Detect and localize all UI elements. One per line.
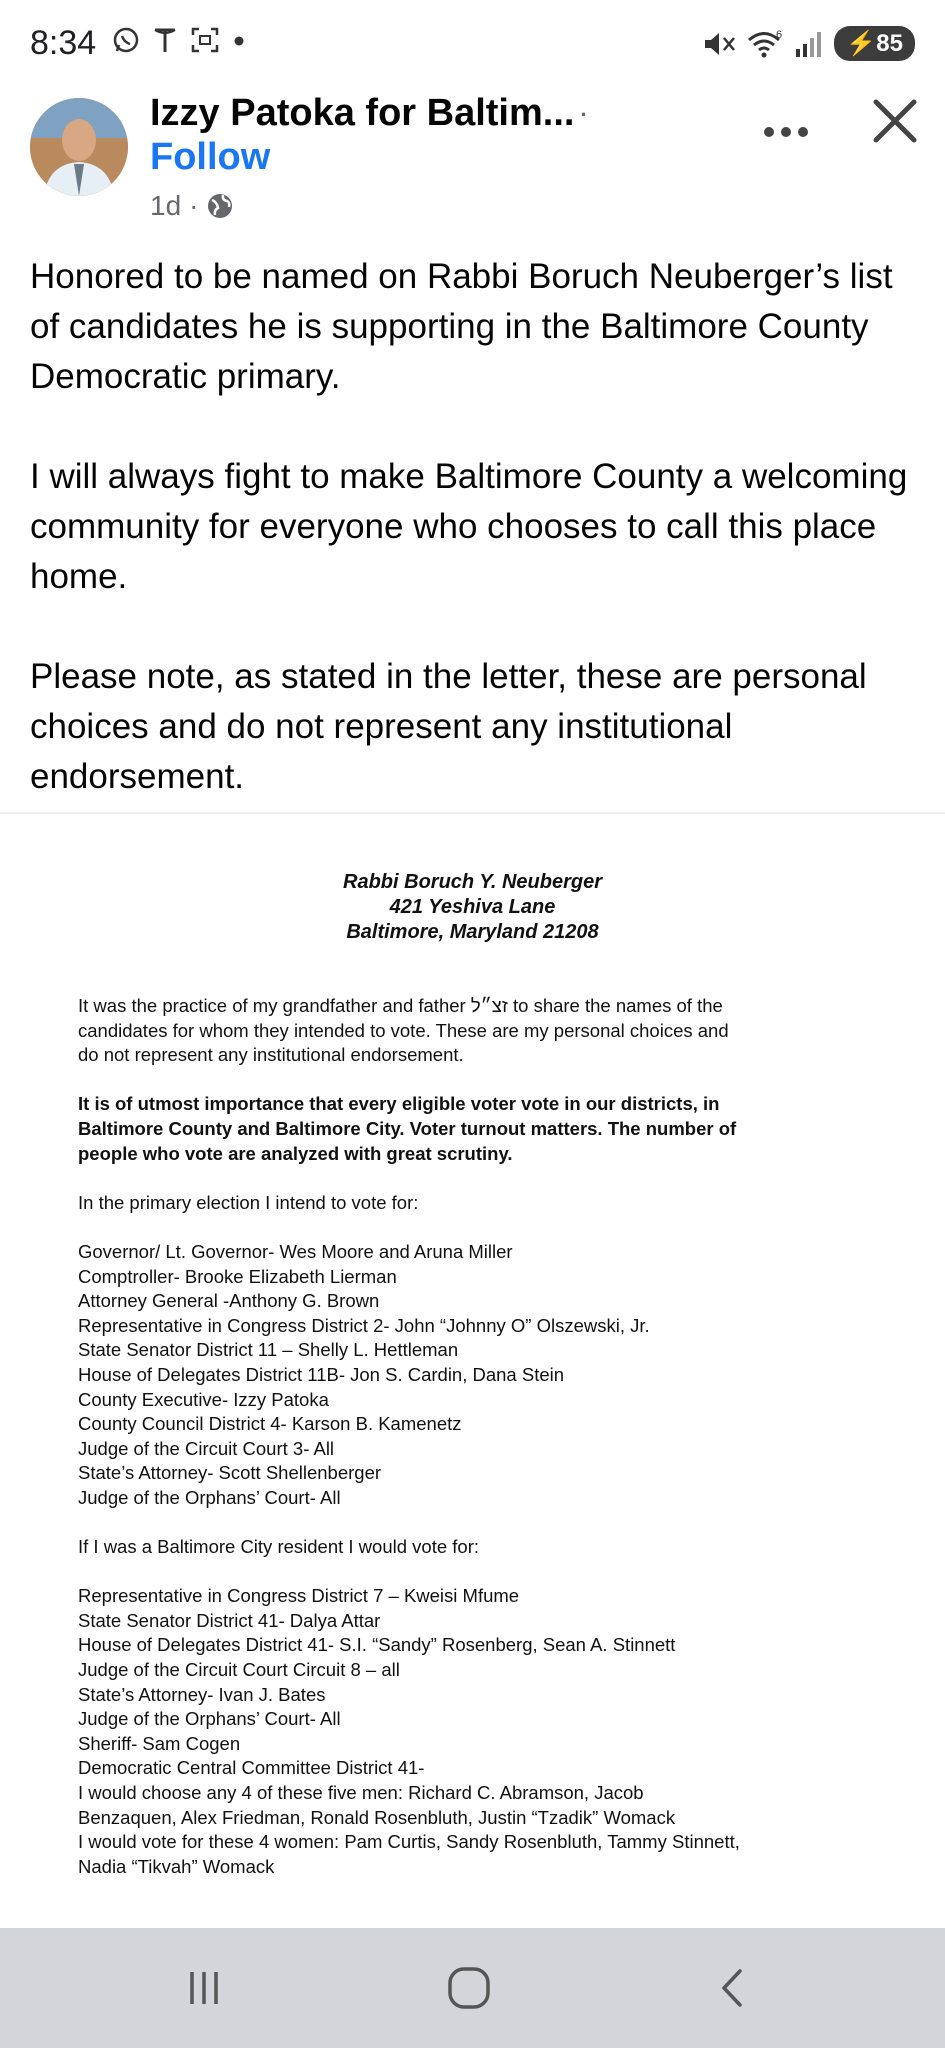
t-icon [152,26,178,54]
candidate-line: Sheriff- Sam Cogen [78,1732,241,1754]
candidate-line: Judge of the Circuit Court 3- All [78,1437,335,1459]
candidate-line: Benzaquen, Alex Friedman, Ronald Rosenbluth, Justin “Tzadik” Womack [78,1806,676,1828]
more-dot [781,127,791,137]
candidate-line: Attorney General -Anthony G. Brown [78,1290,380,1312]
candidate-line: Comptroller- Brooke Elizabeth Lierman [78,1265,397,1287]
status-time: 8:34 [30,24,97,62]
candidate-line: I would choose any 4 of these five men: Richard C. Abramson, Jacob [78,1782,644,1803]
candidate-line: Judge of the Orphans’ Court- All [78,1486,341,1508]
candidate-line: House of Delegates District 41- S.I. “Sandy” Rosenberg, Sean A. Stinnett [78,1634,676,1656]
post-paragraph: Honored to be named on Rabbi Boruch Neuberger’s list of candidates he is supporting in the Baltimore County Democratic primary. [30,257,893,396]
author-name-text[interactable]: Izzy Patoka for Baltim... [150,92,575,134]
status-left-icons [112,26,246,54]
candidate-line: Judge of the Circuit Court Circuit 8 – all [78,1659,400,1681]
post-meta [150,190,234,222]
candidate-line: I would vote for these 4 women: Pam Curtis, Sandy Rosenbluth, Tammy Stinnett, [78,1831,740,1853]
author-dot: · [580,101,588,127]
more-options-button[interactable] [756,112,816,152]
post-body [30,252,915,802]
post-paragraph: Please note, as stated in the letter, these are personal choices and do not represent any institutional endorsement. [30,657,867,796]
follow-button[interactable]: Follow [150,136,271,178]
candidate-line: County Council District 4- Karson B. Kamenetz [78,1413,462,1435]
home-button[interactable] [437,1956,501,2020]
globe-icon [206,192,234,220]
status-right-icons [702,26,915,61]
candidate-line: House of Delegates District 11B- Jon S. Cardin, Dana Stein [78,1363,565,1385]
status-bar [0,0,945,90]
back-button[interactable] [702,1956,766,2020]
more-dot [798,127,808,137]
close-button[interactable] [866,92,924,150]
letter-line: people who vote are analyzed with great scrutiny. [78,1142,513,1164]
county-heading: In the primary election I intend to vote for: [78,1191,419,1213]
letter-address: 421 Yeshiva Lane [389,896,556,918]
wifi-icon [746,29,784,59]
screenshot-icon [190,26,220,54]
meta-separator: · [189,190,199,221]
mute-icon [702,29,736,59]
signal-icon [794,29,824,59]
city-list [78,1584,878,1879]
candidate-line: Democratic Central Committee District 41- [78,1757,425,1779]
candidate-line: State’s Attorney- Ivan J. Bates [78,1683,326,1705]
battery-icon: ⚡85 [834,26,915,61]
letter-intro [78,994,878,1068]
candidate-line: Representative in Congress District 2- John “Johnny O” Olszewski, Jr. [78,1314,650,1336]
county-list [78,1240,878,1511]
letter-line: It was the practice of my grandfather and father זצ״ל to share the names of the [78,995,723,1016]
letter-line: do not represent any institutional endorsement. [78,1044,464,1066]
letter-bold-paragraph [78,1092,878,1166]
candidate-line: Judge of the Orphans’ Court- All [78,1708,341,1730]
candidate-line: Nadia “Tikvah” Womack [78,1855,275,1877]
home-icon [445,1964,493,2012]
letter-line: candidates for whom they intended to vote. These are my personal choices and [78,1019,729,1041]
recents-button[interactable] [172,1956,236,2020]
battery-level: 85 [876,30,903,57]
post-time[interactable]: 1d [150,190,182,221]
post-paragraph: I will always fight to make Baltimore County a welcoming community for everyone who chooses to call this place home. [30,457,908,596]
author-avatar[interactable] [30,98,128,196]
letter-line: Baltimore County and Baltimore City. Voter turnout matters. The number of [78,1117,737,1139]
letter-body [78,994,878,1879]
svg-text:6: 6 [776,28,783,41]
letter-line: It is of utmost importance that every eligible voter vote in our districts, in [78,1093,720,1115]
letter-header [0,870,945,945]
letter-image[interactable] [0,814,945,1928]
author-name[interactable] [150,92,588,135]
letter-city: Baltimore, Maryland 21208 [346,921,599,943]
candidate-line: State Senator District 41- Dalya Attar [78,1609,381,1631]
candidate-line: State’s Attorney- Scott Shellenberger [78,1462,382,1484]
candidate-line: Governor/ Lt. Governor- Wes Moore and Aruna Miller [78,1240,513,1262]
post-header [30,92,915,242]
recents-icon [182,1966,226,2010]
candidate-line: Representative in Congress District 7 – Kweisi Mfume [78,1585,520,1607]
candidate-line: County Executive- Izzy Patoka [78,1388,329,1410]
more-dot [764,127,774,137]
city-heading: If I was a Baltimore City resident I would vote for: [78,1536,479,1558]
candidate-line: State Senator District 11 – Shelly L. Hettleman [78,1339,459,1361]
close-icon [866,92,924,150]
navigation-bar [0,1928,945,2048]
whatsapp-icon [112,26,140,54]
back-icon [712,1966,756,2010]
dot-icon [232,26,246,54]
letter-sender: Rabbi Boruch Y. Neuberger [343,871,602,893]
